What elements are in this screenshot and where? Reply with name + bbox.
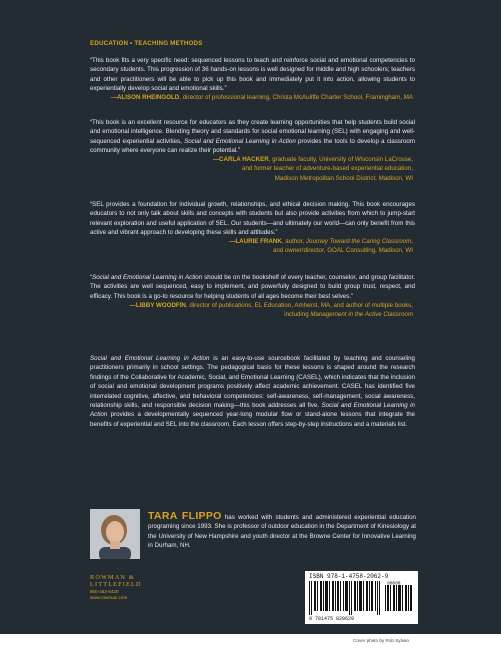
quote-2-affiliation-1: , graduate faculty, University of Wisconsin LaCrosse, bbox=[268, 156, 413, 163]
barcode-bars bbox=[309, 581, 414, 615]
quote-4-affiliation: , director of publications, EL Education, Amherst, MA, and author of multiple books, bbox=[185, 302, 413, 309]
quote-3-attribution bbox=[229, 237, 413, 256]
publisher-url: www.rowman.com bbox=[90, 594, 128, 600]
quote-4-including: including bbox=[284, 311, 311, 319]
quote-1-affiliation: , director of professional learning, Christa McAuliffe Charter School, Framingham, MA bbox=[179, 94, 413, 101]
quote-2-affiliation-3: Madison Metropolitan School District, Madison, WI bbox=[274, 174, 413, 182]
quote-3-author: —LAURIE FRANK bbox=[229, 238, 282, 245]
price-code: 90000 bbox=[387, 581, 401, 587]
description-title: Social and Emotional Learning in Action bbox=[90, 355, 210, 362]
author-bio bbox=[148, 512, 416, 551]
quote-4-attribution bbox=[130, 301, 413, 320]
quote-4-other-book: Management in the Active Classroom bbox=[310, 311, 413, 319]
quote-3-role: , author, bbox=[281, 238, 306, 245]
ean-digits: 9 781475 820629 bbox=[309, 616, 355, 622]
quote-2-author: —CARLA HACKER bbox=[212, 156, 269, 163]
category-label: EDUCATION • TEACHING METHODS bbox=[90, 40, 203, 47]
photo-credit: Cover photo by Rob Sylvan bbox=[353, 638, 409, 643]
quote-2-attribution bbox=[213, 155, 413, 183]
quote-2-text bbox=[90, 118, 415, 156]
description-body-1: is an easy-to-use sourcebook facilitated by teaching and counseling practitioners primarily in school settings. The pedagogical basis for these lessons is shaped around the research findings of the Collaborative for Academic, Social, and Emotional Learning (CASEL), which indicates that the inclusion of social and emotional development programs positively affect academic achievement. CASEL has identified five interrelated cognitive, affective, and behavioral competencies: self-awareness, self-management, social awareness, relationship skills, and responsible decision making—this book addresses all five. bbox=[90, 355, 415, 410]
publisher-phone: 800-462-6420 bbox=[90, 588, 119, 594]
author-photo bbox=[90, 509, 140, 559]
quote-3-comma: , bbox=[411, 238, 413, 245]
quote-2-text-end: provides the tools to develop a classroom community where everyone can realize their potential.” bbox=[90, 137, 415, 155]
quote-1-text: “This book fits a very specific need: sequenced lessons to teach and reinforce social and emotional competencies to secondary students. This progression of 36 hands-on lessons is well designed for middle and high schoolers; teachers and other practitioners will be able to pick up this book and immediately put it into action, allowing students to experientially develop social and emotional skills.” bbox=[90, 57, 415, 93]
quote-4-text: “Social and Emotional Learning in Action should be on the bookshelf of every teacher, counselor, and group facilitator. The activities are well sequenced, easy to implement, and powerfully designed to build group trust, respect, and efficacy. This book is a go-to resource for helping students of all ages become their best selves.” bbox=[90, 274, 416, 300]
quote-2-book-title: Social and Emotional Learning in Action bbox=[184, 137, 296, 145]
author-bio-text: has worked with students and administered experiential education programing since 1993. She is professor of outdoor education in the Department of Kinesiology at the University of New Hampshire and youth director at the Browne Center for Innovative Learning in Durham, NH. bbox=[148, 514, 416, 550]
publisher-name-line-1: ROWMAN & bbox=[90, 574, 135, 581]
description-body-2: provides a developmentally sequenced year-long modular flow or stand-alone lessons that integrate the benefits of experiential and SEL into the classroom. Each lesson offers step-by-step instructions and a materials list. bbox=[90, 411, 415, 428]
publisher-logo bbox=[90, 574, 142, 601]
quote-3-affiliation: and owner/director, GOAL Consulting, Madison, WI bbox=[272, 247, 413, 255]
quote-4-author: —LIBBY WOODFIN bbox=[129, 302, 186, 309]
quote-4-book-title: Social and Emotional Learning in Action bbox=[92, 274, 203, 281]
quote-1-author: —ALISON RHEINGOLD bbox=[110, 94, 180, 101]
book-description bbox=[90, 354, 415, 429]
publisher-name-line-2: LITTLEFIELD bbox=[90, 581, 142, 589]
quote-3-text: “SEL provides a foundation for individual growth, relationships, and ethical decision making. This book encourages educators to not only talk about skills and concepts with students but also provide activities from which to jump-start relevant exploration and useful application of SEL. Our students—and ultimately our world—can only benefit from this active and vibrant approach to developing these skills and attitudes.” bbox=[90, 201, 415, 237]
author-name: TARA FLIPPO bbox=[148, 510, 222, 522]
description-title-2: Social and Emotional Learning in Action bbox=[90, 402, 415, 419]
isbn-number: ISBN 978-1-4758-2062-9 bbox=[309, 573, 389, 580]
quote-1-attribution bbox=[111, 93, 413, 102]
quote-2-affiliation-2: and former teacher of adventure-based experiential education, bbox=[242, 165, 413, 173]
quote-4-text-end: should be on the bookshelf of every teacher, counselor, and group facilitator. The activities are well sequenced, easy to implement, and powerfully designed to build group trust, respect, and efficacy. This book is a go-to resource for helping students of all ages become their best selves.” bbox=[90, 274, 416, 300]
quote-3-book-title: Journey Toward the Caring Classroom bbox=[305, 238, 412, 245]
quote-2-text-start: “This book is an excellent resource for educators as they create learning opportunities that help students build social and emotional intelligence. Blending theory and standards for social emotional learning (SEL) with engaging and well-sequenced experiential activities, bbox=[90, 119, 415, 145]
isbn-barcode bbox=[305, 571, 418, 624]
